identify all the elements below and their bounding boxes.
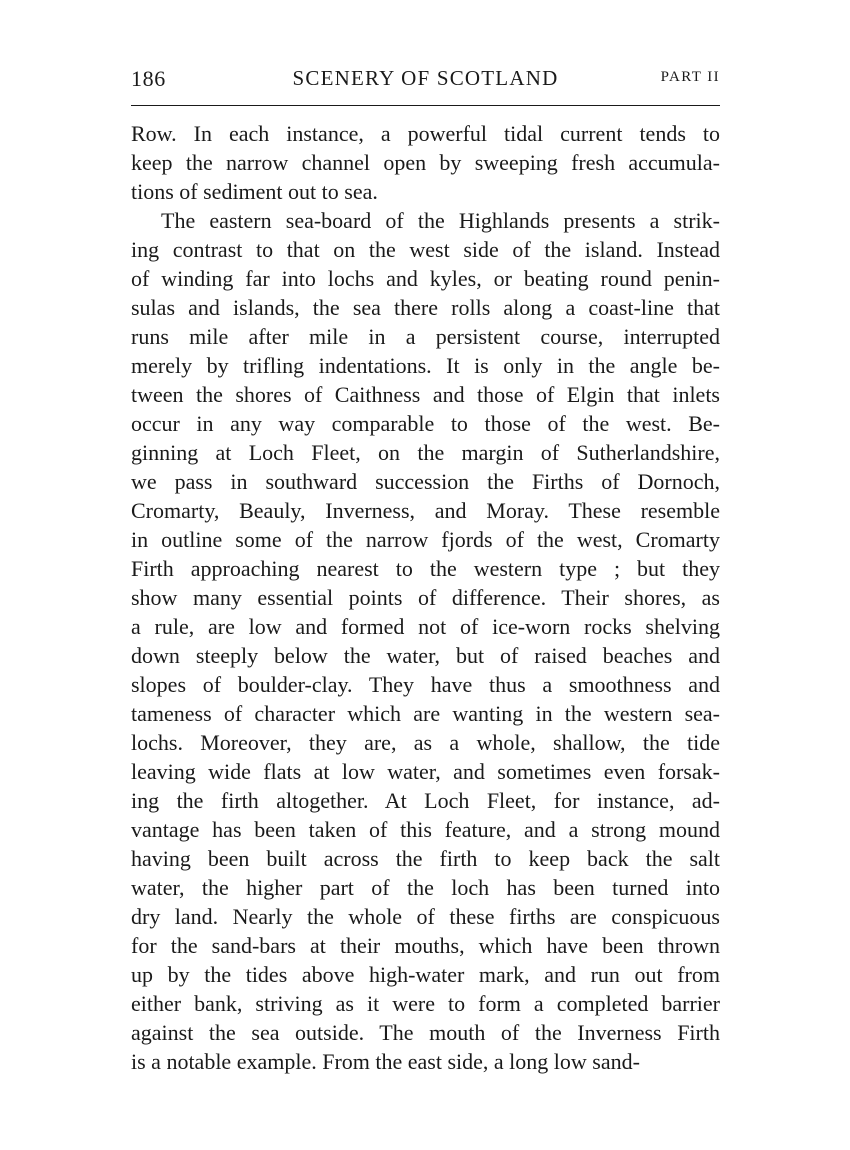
text-line: tameness of character which are wanting in the western sea- xyxy=(131,701,720,726)
text-line: of winding far into lochs and kyles, or beating round penin- xyxy=(131,266,720,291)
text-line: ing the firth altogether. At Loch Fleet, for instance, ad- xyxy=(131,788,720,813)
text-line: dry land. Nearly the whole of these firths are conspicuous xyxy=(131,904,720,929)
text-line: runs mile after mile in a persistent course, interrupted xyxy=(131,324,720,349)
text-line: we pass in southward succession the Firths of Dornoch, xyxy=(131,469,720,494)
text-line: tween the shores of Caithness and those of Elgin that inlets xyxy=(131,382,720,407)
text-line: up by the tides above high-water mark, and run out from xyxy=(131,962,720,987)
text-line: ginning at Loch Fleet, on the margin of Sutherlandshire, xyxy=(131,440,720,465)
text-line: either bank, striving as it were to form a completed barrier xyxy=(131,991,720,1016)
running-title: SCENERY OF SCOTLAND xyxy=(292,66,559,90)
text-line: in outline some of the narrow fjords of the west, Cromarty xyxy=(131,527,720,552)
text-line: ing contrast to that on the west side of the island. Instead xyxy=(131,237,720,262)
text-line: vantage has been taken of this feature, and a strong mound xyxy=(131,817,720,842)
page-number: 186 xyxy=(131,66,166,91)
text-line: is a notable example. From the east side, a long low sand- xyxy=(131,1049,640,1074)
text-line: water, the higher part of the loch has been turned into xyxy=(131,875,720,900)
running-header xyxy=(131,66,720,96)
text-line: having been built across the firth to keep back the salt xyxy=(131,846,720,871)
text-line: against the sea outside. The mouth of the Inverness Firth xyxy=(131,1020,720,1045)
text-line: Row. In each instance, a powerful tidal current tends to xyxy=(131,121,720,146)
text-line: for the sand-bars at their mouths, which have been thrown xyxy=(131,933,720,958)
text-line: show many essential points of difference. Their shores, as xyxy=(131,585,720,610)
text-line: keep the narrow channel open by sweeping fresh accumula- xyxy=(131,150,720,175)
header-rule xyxy=(131,105,720,106)
part-label: PART II xyxy=(660,69,720,85)
text-line: merely by trifling indentations. It is only in the angle be- xyxy=(131,353,720,378)
text-line: sulas and islands, the sea there rolls along a coast-line that xyxy=(131,295,720,320)
text-line: occur in any way comparable to those of the west. Be- xyxy=(131,411,720,436)
text-line: a rule, are low and formed not of ice-worn rocks shelving xyxy=(131,614,720,639)
text-line: leaving wide flats at low water, and sometimes even forsak- xyxy=(131,759,720,784)
paragraph xyxy=(131,119,720,206)
paragraph xyxy=(131,206,720,1076)
body-text xyxy=(131,119,720,1076)
text-line: Firth approaching nearest to the western type ; but they xyxy=(131,556,720,581)
text-line: The eastern sea-board of the Highlands presents a strik- xyxy=(161,208,720,233)
text-line: Cromarty, Beauly, Inverness, and Moray. These resemble xyxy=(131,498,720,523)
text-line: down steeply below the water, but of raised beaches and xyxy=(131,643,720,668)
text-line: slopes of boulder-clay. They have thus a smoothness and xyxy=(131,672,720,697)
text-line: lochs. Moreover, they are, as a whole, shallow, the tide xyxy=(131,730,720,755)
text-line: tions of sediment out to sea. xyxy=(131,179,378,204)
